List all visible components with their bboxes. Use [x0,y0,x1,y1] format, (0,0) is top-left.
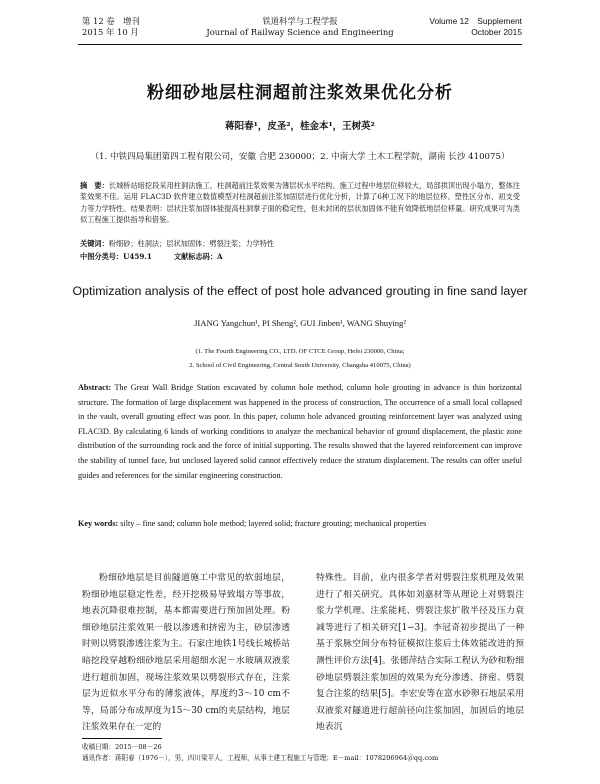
header-date-cn: 2015 年 10 月 [82,27,139,37]
header-volume: 第 12 卷 增刊 [82,16,140,26]
classification-cn [80,251,520,262]
body-left-column: 粉细砂地层是目前隧道施工中常见的软弱地层，粉细砂地层稳定性差，经开挖极易导致塌方等事故，地表沉降很难控制，基本都需要进行预加固处理。粉细砂地层注浆效果一般以渗透和挤密为主，砂层渗透时则以劈裂渗透注浆为主。石家庄地铁1号线长城桥站暗挖段穿越粉细砂地层采用超细水泥－水玻璃双液浆进行超前加固，现场注浆效果以劈裂形式存在，注浆层为近似水平分布的薄浆液体，厚度约3～10 cm不等，局部分布成厚度为15～30 cm的夹层结构，地层注浆效果存在一定的 [82,573,290,733]
header-journal-en: Journal of Railway Science and Engineering [206,27,394,37]
running-header [0,14,600,48]
header-rule [78,44,522,45]
footnote-author: 通讯作者：蒋阳春（1976－），男，四川梁平人，工程师，从事土建工程施工与管理；E－mail：1078206964＠qq.com [82,754,439,762]
affiliation-en-1: (1. The Fourth Engineering CO., LTD. OF CTCE Group, Hefei 230000, China; [195,348,405,355]
abstract-en-label: Abstract: [78,383,112,392]
abstract-cn-text: 长城桥站暗挖段采用柱洞法施工，柱洞超前注浆效果为薄层状水平结构。施工过程中地层位移较大，局部拱顶出现小塌方，整体注浆效果不佳。运用 FLAC3D 软件建立数值模型对柱洞超前注浆加固层进行优化分析，计算了6种工况下的地层位移、塑性区分布、初支受力等力学特性。结果表明：层状注浆加固体能提高柱洞掌子面的稳定性，但未封闭的层状加固体不能有效降低地层位移量。研究成果可为类似工程施工提供指导和借鉴。 [80,181,520,225]
header-date-en: October 2015 [471,27,522,37]
footnote-received: 收稿日期：2015－08－26 [82,743,162,751]
affiliation-en-2: 2. School of Civil Engineering, Central South University, Changsha 410075, China) [189,362,411,369]
abstract-cn-label: 摘 要： [80,181,109,190]
keywords-cn-text: 粉细砂；柱洞法；层状加固体；劈裂注浆；力学特性 [108,239,275,248]
abstract-en [78,381,522,483]
keywords-en [78,519,522,528]
authors-en: JIANG Yangchun¹, PI Sheng², GUI Jinben¹, WANG Shuying² [194,318,406,328]
header-volume-supplement: Volume 12 Supplement [429,16,522,26]
keywords-en-text: silty – fine sand; column hole method; layered solid; fracture grouting; mechanical properties [120,519,427,528]
body-right-column: 特殊性。目前，业内很多学者对劈裂注浆机理及效果进行了相关研究。具体如刘嘉材等从理论上对劈裂注浆力学机理、注浆能耗、劈裂注浆扩散半径及压力衰减等进行了相关研究[1−3]。李冠奇初步提出了一种基于浆脉空间分布特征模拟注浆后土体效能改进的预测性评价方法[4]。张德萍结合实际工程认为砂和粉细砂地层劈裂注浆加固的效果为充分渗透、挤密、劈裂复合注浆的结果[5]。李宏安等在富水砂卵石地层采用双液浆对隧道进行超前径向注浆加固，加固后的地层地表沉 [316,573,524,733]
clc-number: 中图分类号：U459.1 [80,252,152,261]
abstract-cn [80,180,520,226]
paper-title-cn: 粉细砂地层柱洞超前注浆效果优化分析 [147,83,453,103]
footnote-rule [82,738,162,739]
affiliations-en [0,345,600,373]
header-journal-cn: 铁道科学与工程学报 [262,16,338,26]
paper-title-en: Optimization analysis of the effect of post hole advanced grouting in fine sand layer [72,284,528,298]
keywords-cn-label: 关键词： [80,239,109,248]
keywords-en-label: Key words: [78,519,119,528]
keywords-cn [80,238,520,249]
document-code: 文献标志码：A [173,252,223,261]
affiliations-cn: （1. 中铁四局集团第四工程有限公司，安徽 合肥 230000；2. 中南大学 土木工程学院，湖南 长沙 410075） [90,152,510,162]
abstract-en-text: The Great Wall Bridge Station excavated by column hole method, column hole grouting in advance is thin horizontal structure. The formation of large displacement was happened in the process of construction, The occurrence of a small local collapsed in the vault, overall grouting effect was poor. In this paper, column hole advanced grouting reinforcement layer was analyzed using FLAC3D. By calculating 6 kinds of working conditions to analyze the mechanical behavior of ground displacement, the plastic zone distribution of the surrounding rock and the force of initial supporting. The results showed that the layered reinforcement can improve the stability of tunnel face, but unclosed layered solid cannot effectively reduce the stratum displacement. The results can offer useful guides and references for the similar engineering construction. [78,383,522,480]
header-volume-en [429,16,522,38]
authors-cn: 蒋阳春¹，皮圣²，桂金本¹，王树英² [225,121,375,132]
